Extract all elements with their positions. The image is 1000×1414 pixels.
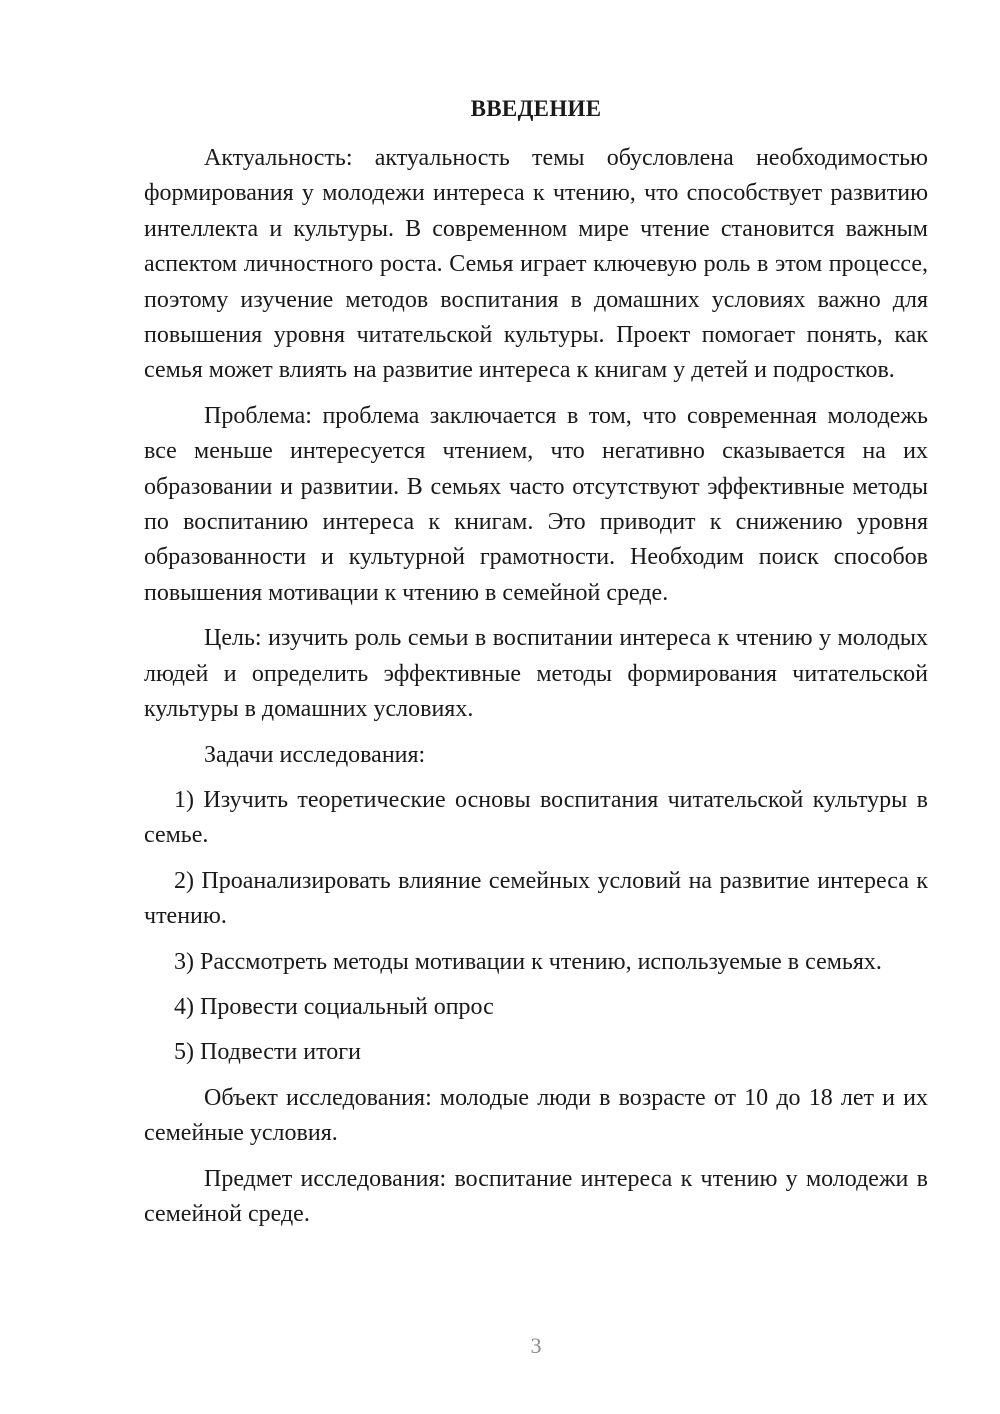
paragraph-tasks-intro: Задачи исследования:	[204, 741, 426, 768]
task-item: 3) Рассмотреть методы мотивации к чтению, используемые в семьях.	[174, 948, 882, 975]
paragraph-goal: Цель: изучить роль семьи в воспитании интереса к чтению у молодых людей и определить эффективные методы формирования читательской культуры в домашних условиях.	[144, 625, 928, 723]
task-item: 1) Изучить теоретические основы воспитания читательской культуры в семье.	[144, 786, 928, 849]
paragraph-object: Объект исследования: молодые люди в возрасте от 10 до 18 лет и их семейные условия.	[144, 1084, 928, 1147]
task-item: 4) Провести социальный опрос	[174, 993, 494, 1020]
task-item: 5) Подвести итоги	[174, 1039, 361, 1066]
task-item: 2) Проанализировать влияние семейных условий на развитие интереса к чтению.	[144, 867, 928, 930]
page-title: ВВЕДЕНИЕ	[470, 96, 602, 121]
page-number: 3	[530, 1333, 542, 1358]
paragraph-subject: Предмет исследования: воспитание интереса к чтению у молодежи в семейной среде.	[144, 1165, 928, 1227]
paragraph-relevance: Актуальность: актуальность темы обусловлена необходимостью формирования у молодежи интереса к чтению, что способствует развитию интеллекта и культуры. В современном мире чтение становится важным аспектом личностного роста. Семья играет ключевую роль в этом процессе, поэтому изучение методов воспитания в домашних условиях важно для повышения уровня читательской культуры. Проект помогает понять, как семья может влиять на развитие интереса к книгам у детей и подростков.	[144, 145, 928, 384]
task-list	[144, 783, 928, 1071]
paragraph-problem: Проблема: проблема заключается в том, что современная молодежь все меньше интересуется чтением, что негативно сказывается на их образовании и развитии. В семьях часто отсутствуют эффективные методы по воспитанию интереса к книгам. Это приводит к снижению уровня образованности и культурной грамотности. Необходим поиск способов повышения мотивации к чтению в семейной среде.	[144, 402, 928, 606]
document-body	[144, 141, 928, 1242]
